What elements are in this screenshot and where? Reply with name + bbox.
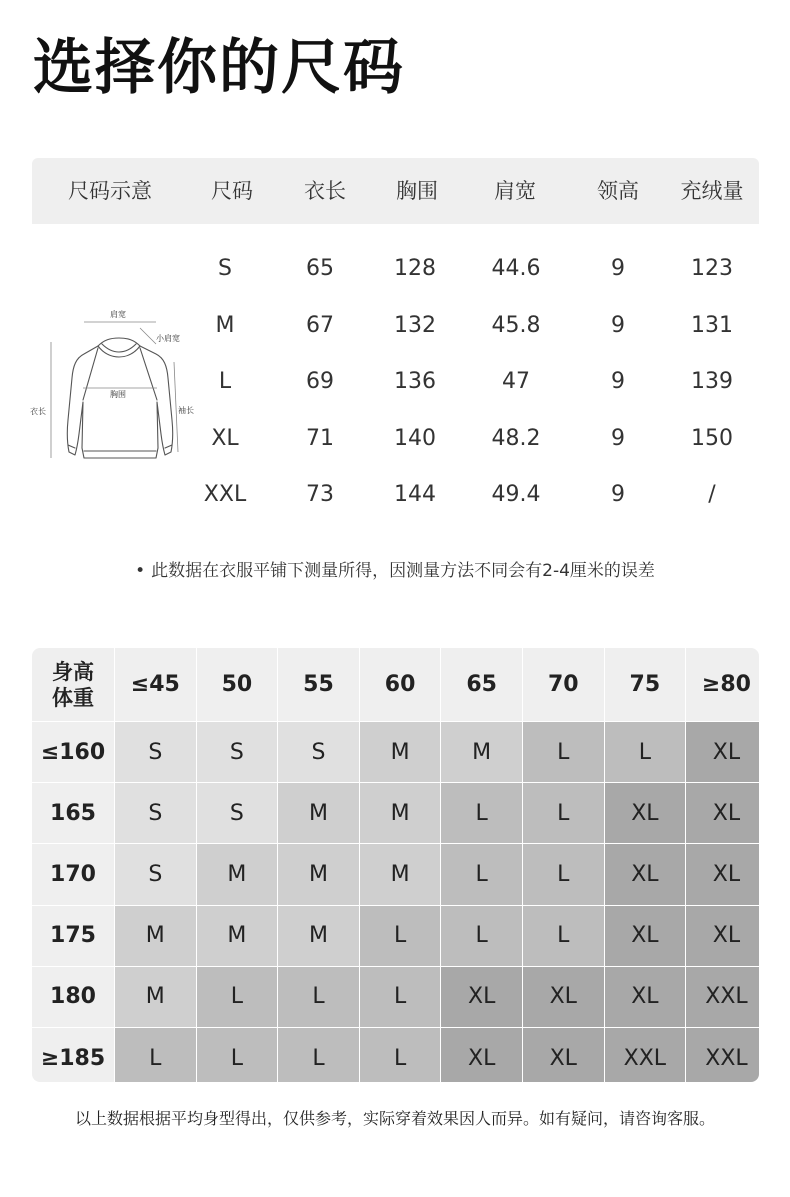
- header-shoulder: 肩宽: [494, 179, 536, 203]
- cell-length: 73: [306, 482, 334, 507]
- cell-length: 67: [306, 312, 334, 338]
- cell-down-fill: /: [708, 482, 716, 507]
- height-header: 180: [32, 967, 114, 1027]
- size-cell: XL: [523, 1028, 604, 1082]
- cell-chest: 144: [394, 482, 436, 507]
- size-cell: M: [278, 844, 359, 904]
- size-cell: L: [441, 906, 522, 966]
- size-cell: L: [523, 783, 604, 843]
- cell-shoulder: 49.4: [491, 482, 541, 507]
- label-chest: 胸围: [110, 390, 126, 399]
- header-collar: 领高: [597, 179, 639, 203]
- size-cell: M: [360, 844, 441, 904]
- height-header: 175: [32, 906, 114, 966]
- label-sleeve: 袖长: [178, 406, 194, 415]
- size-cell: M: [278, 783, 359, 843]
- size-cell: L: [278, 967, 359, 1027]
- size-cell: XL: [605, 783, 686, 843]
- size-cell: XXL: [686, 1028, 759, 1082]
- size-cell: M: [115, 906, 196, 966]
- corner-weight-label: 体重: [52, 685, 94, 710]
- cell-shoulder: 48.2: [491, 425, 541, 451]
- header-size-illustration: 尺码示意: [68, 179, 152, 203]
- cell-down-fill: 139: [691, 369, 733, 394]
- size-cell: L: [441, 783, 522, 843]
- size-cell: XL: [686, 906, 759, 966]
- size-cell: L: [278, 1028, 359, 1082]
- cell-down-fill: 150: [691, 425, 733, 451]
- label-shoulder: 肩宽: [110, 310, 126, 319]
- size-cell: M: [278, 906, 359, 966]
- cell-chest: 128: [394, 256, 436, 281]
- measurement-note: [0, 558, 790, 584]
- cell-length: 65: [306, 256, 334, 281]
- weight-header: 70: [523, 648, 604, 721]
- size-cell: M: [197, 844, 278, 904]
- cell-down-fill: 131: [691, 312, 733, 338]
- size-cell: L: [523, 722, 604, 782]
- size-cell: S: [278, 722, 359, 782]
- table-row: [0, 467, 790, 524]
- size-cell: S: [197, 783, 278, 843]
- size-cell: S: [115, 844, 196, 904]
- cell-shoulder: 45.8: [491, 312, 541, 338]
- size-cell: L: [441, 844, 522, 904]
- size-cell: L: [360, 1028, 441, 1082]
- spec-table-header: [32, 158, 759, 224]
- cell-chest: 132: [394, 312, 436, 338]
- weight-header: 65: [441, 648, 522, 721]
- size-cell: XL: [605, 967, 686, 1027]
- size-cell: L: [115, 1028, 196, 1082]
- weight-header: 75: [605, 648, 686, 721]
- cell-size: L: [218, 369, 232, 394]
- cell-shoulder: 47: [502, 369, 530, 394]
- cell-size: S: [218, 256, 232, 281]
- weight-header: 55: [278, 648, 359, 721]
- cell-collar: 9: [611, 369, 625, 394]
- weight-header: 50: [197, 648, 278, 721]
- size-cell: M: [360, 783, 441, 843]
- height-header: 165: [32, 783, 114, 843]
- cell-collar: 9: [611, 482, 625, 507]
- size-cell: XL: [523, 967, 604, 1027]
- size-cell: XL: [441, 967, 522, 1027]
- size-cell: L: [197, 967, 278, 1027]
- size-recommendation-grid: [32, 648, 759, 1082]
- cell-size: XL: [211, 425, 239, 451]
- height-header: ≥185: [32, 1028, 114, 1082]
- size-cell: XL: [605, 906, 686, 966]
- note-text: 此数据在衣服平铺下测量所得，因测量方法不同会有2-4厘米的误差: [151, 561, 655, 581]
- size-cell: XL: [441, 1028, 522, 1082]
- cell-collar: 9: [611, 312, 625, 338]
- size-cell: S: [115, 783, 196, 843]
- size-cell: L: [360, 906, 441, 966]
- size-cell: L: [523, 844, 604, 904]
- cell-length: 69: [306, 369, 334, 394]
- corner-height-label: 身高: [52, 659, 94, 684]
- height-header: 170: [32, 844, 114, 904]
- size-cell: M: [441, 722, 522, 782]
- size-cell: XL: [686, 783, 759, 843]
- size-cell: XL: [605, 844, 686, 904]
- size-cell: M: [360, 722, 441, 782]
- weight-header: ≤45: [115, 648, 196, 721]
- header-length: 衣长: [304, 179, 346, 203]
- cell-down-fill: 123: [691, 256, 733, 281]
- height-header: ≤160: [32, 722, 114, 782]
- header-chest: 胸围: [396, 179, 438, 203]
- cell-shoulder: 44.6: [491, 256, 541, 281]
- size-cell: S: [197, 722, 278, 782]
- page-title: 选择你的尺码: [33, 33, 405, 103]
- table-row: [0, 241, 790, 298]
- size-cell: XL: [686, 722, 759, 782]
- weight-header: 60: [360, 648, 441, 721]
- size-cell: L: [605, 722, 686, 782]
- label-small-shoulder: 小肩宽: [156, 334, 180, 343]
- size-cell: L: [523, 906, 604, 966]
- weight-header: ≥80: [686, 648, 759, 721]
- size-cell: XXL: [686, 967, 759, 1027]
- header-down-fill: 充绒量: [680, 179, 744, 203]
- label-length: 衣长: [30, 407, 46, 416]
- sweater-measurement-diagram: [26, 302, 206, 472]
- cell-chest: 136: [394, 369, 436, 394]
- size-cell: M: [197, 906, 278, 966]
- grid-corner-header: [32, 648, 114, 721]
- header-size: 尺码: [211, 179, 253, 203]
- cell-size: M: [215, 312, 235, 338]
- size-cell: XL: [686, 844, 759, 904]
- size-cell: L: [360, 967, 441, 1027]
- size-cell: L: [197, 1028, 278, 1082]
- disclaimer-footer: 以上数据根据平均身型得出，仅供参考，实际穿着效果因人而异。如有疑问，请咨询客服。: [74, 1109, 715, 1128]
- cell-collar: 9: [611, 256, 625, 281]
- size-cell: XXL: [605, 1028, 686, 1082]
- size-cell: M: [115, 967, 196, 1027]
- cell-collar: 9: [611, 425, 625, 451]
- size-cell: S: [115, 722, 196, 782]
- cell-length: 71: [306, 425, 334, 451]
- cell-chest: 140: [394, 425, 436, 451]
- note-bullet: •: [135, 561, 146, 581]
- cell-size: XXL: [203, 482, 247, 507]
